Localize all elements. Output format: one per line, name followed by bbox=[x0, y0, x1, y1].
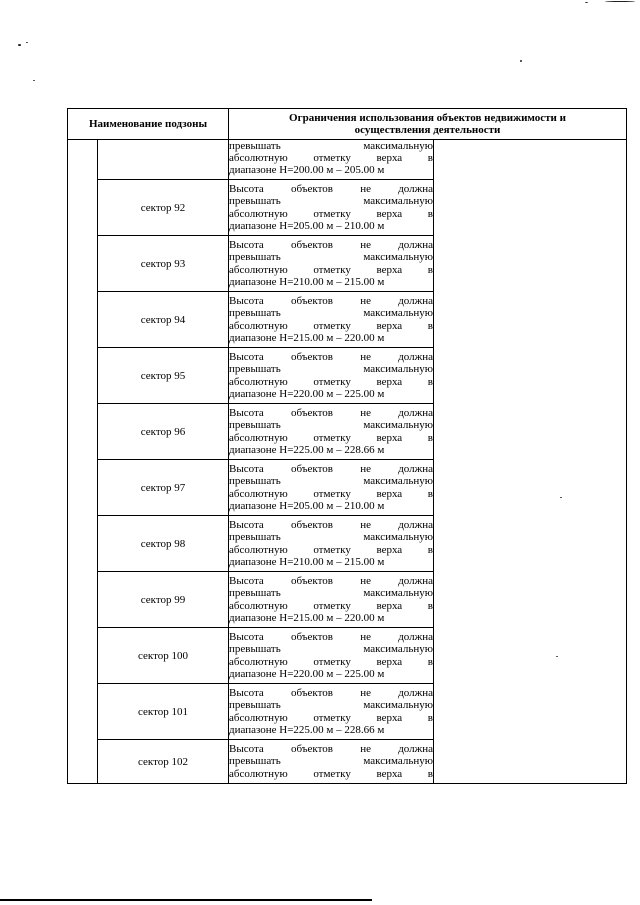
text-line bbox=[229, 475, 433, 487]
word: Высота bbox=[229, 743, 264, 756]
restriction-text-cell bbox=[229, 236, 434, 292]
word: превышать bbox=[229, 699, 281, 712]
word: в bbox=[427, 767, 433, 780]
word: в bbox=[427, 711, 433, 724]
scan-speck bbox=[605, 1, 635, 2]
word: в bbox=[427, 319, 433, 332]
word: верха bbox=[376, 375, 403, 388]
word: отметку bbox=[313, 431, 351, 444]
word: отметку bbox=[313, 543, 351, 556]
word: в bbox=[427, 543, 433, 556]
word: должна bbox=[398, 295, 433, 308]
word: верха bbox=[376, 207, 403, 220]
word: верха bbox=[376, 543, 403, 556]
scan-edge-line bbox=[0, 899, 372, 901]
text-line bbox=[229, 575, 433, 587]
word: максимальную bbox=[363, 140, 433, 152]
text-line bbox=[229, 687, 433, 699]
header-restrictions bbox=[229, 109, 627, 140]
range-line: диапазоне H=215.00 м – 220.00 м bbox=[229, 611, 385, 624]
word: верха bbox=[376, 319, 403, 332]
word: верха bbox=[376, 711, 403, 724]
sector-name-cell: сектор 99 bbox=[98, 572, 229, 628]
text-line bbox=[229, 432, 433, 444]
sector-name-cell: сектор 100 bbox=[98, 628, 229, 684]
word: верха bbox=[376, 487, 403, 500]
restriction-text-cell bbox=[229, 740, 434, 784]
word: должна bbox=[398, 239, 433, 252]
text-line bbox=[229, 544, 433, 556]
text-line bbox=[229, 183, 433, 195]
text-line bbox=[229, 743, 433, 755]
word: отметку bbox=[313, 487, 351, 500]
restriction-text-cell bbox=[229, 348, 434, 404]
text-line bbox=[229, 699, 433, 711]
text-line bbox=[229, 376, 433, 388]
header-restrictions-line2: осуществления деятельности bbox=[354, 124, 501, 136]
word: объектов bbox=[291, 351, 333, 364]
word: Высота bbox=[229, 575, 264, 588]
text-line bbox=[229, 195, 433, 207]
restriction-text-cell bbox=[229, 516, 434, 572]
word: объектов bbox=[291, 743, 333, 756]
word: отметку bbox=[313, 375, 351, 388]
word: в bbox=[427, 599, 433, 612]
word: Высота bbox=[229, 351, 264, 364]
text-line bbox=[229, 600, 433, 612]
word: Высота bbox=[229, 631, 264, 644]
word: должна bbox=[398, 183, 433, 196]
word: не bbox=[360, 407, 371, 420]
range-line: диапазоне H=210.00 м – 215.00 м bbox=[229, 275, 385, 288]
header-restrictions-line1: Ограничения использования объектов недвижимости и bbox=[289, 111, 566, 124]
word: не bbox=[360, 687, 371, 700]
text-line bbox=[229, 643, 433, 655]
word: превышать bbox=[229, 363, 281, 376]
word: не bbox=[360, 631, 371, 644]
text-line bbox=[229, 140, 433, 152]
word: абсолютную bbox=[229, 543, 288, 556]
word: максимальную bbox=[363, 307, 433, 320]
left-merged-cell bbox=[68, 140, 98, 784]
word: отметку bbox=[313, 599, 351, 612]
text-line bbox=[229, 463, 433, 475]
word: верха bbox=[376, 431, 403, 444]
word: максимальную bbox=[363, 251, 433, 264]
word: Высота bbox=[229, 519, 264, 532]
word: Высота bbox=[229, 687, 264, 700]
range-line: диапазоне H=225.00 м – 228.66 м bbox=[229, 723, 385, 736]
word: должна bbox=[398, 743, 433, 756]
word: не bbox=[360, 575, 371, 588]
word: отметку bbox=[313, 767, 351, 780]
word: превышать bbox=[229, 195, 281, 208]
text-line bbox=[229, 320, 433, 332]
restriction-text-cell bbox=[229, 180, 434, 236]
word: отметку bbox=[313, 655, 351, 668]
sector-name-cell: сектор 102 bbox=[98, 740, 229, 784]
word: абсолютную bbox=[229, 375, 288, 388]
restriction-text-cell bbox=[229, 628, 434, 684]
range-line: диапазоне H=200.00 м – 205.00 м bbox=[229, 164, 385, 177]
word: максимальную bbox=[363, 363, 433, 376]
word: превышать bbox=[229, 140, 281, 152]
word: абсолютную bbox=[229, 152, 288, 165]
word: в bbox=[427, 431, 433, 444]
range-line: диапазоне H=215.00 м – 220.00 м bbox=[229, 331, 385, 344]
text-line bbox=[229, 152, 433, 164]
text-line bbox=[229, 519, 433, 531]
word: превышать bbox=[229, 307, 281, 320]
table-row-continued bbox=[68, 140, 627, 180]
text-line bbox=[229, 531, 433, 543]
text-line bbox=[229, 295, 433, 307]
word: верха bbox=[376, 599, 403, 612]
sector-name-cell: сектор 92 bbox=[98, 180, 229, 236]
word: абсолютную bbox=[229, 487, 288, 500]
word: должна bbox=[398, 407, 433, 420]
word: максимальную bbox=[363, 475, 433, 488]
range-line: диапазоне H=220.00 м – 225.00 м bbox=[229, 667, 385, 680]
word: в bbox=[427, 375, 433, 388]
word: должна bbox=[398, 631, 433, 644]
sector-name-cell: сектор 98 bbox=[98, 516, 229, 572]
word: верха bbox=[376, 655, 403, 668]
word: абсолютную bbox=[229, 207, 288, 220]
word: в bbox=[427, 487, 433, 500]
word: максимальную bbox=[363, 587, 433, 600]
text-line bbox=[229, 488, 433, 500]
word: Высота bbox=[229, 239, 264, 252]
word: абсолютную bbox=[229, 711, 288, 724]
scan-speck bbox=[18, 44, 21, 46]
text-line bbox=[229, 419, 433, 431]
word: не bbox=[360, 743, 371, 756]
word: превышать bbox=[229, 755, 281, 768]
scan-speck bbox=[26, 42, 28, 43]
text-line bbox=[229, 351, 433, 363]
word: объектов bbox=[291, 295, 333, 308]
range-line: диапазоне H=220.00 м – 225.00 м bbox=[229, 387, 385, 400]
word: верха bbox=[376, 767, 403, 780]
word: Высота bbox=[229, 295, 264, 308]
text-line bbox=[229, 239, 433, 251]
word: должна bbox=[398, 351, 433, 364]
word: в bbox=[427, 655, 433, 668]
word: верха bbox=[376, 152, 403, 165]
word: Высота bbox=[229, 463, 264, 476]
text-line bbox=[229, 307, 433, 319]
word: отметку bbox=[313, 263, 351, 276]
word: абсолютную bbox=[229, 767, 288, 780]
word: отметку bbox=[313, 152, 351, 165]
text-line bbox=[229, 208, 433, 220]
sector-name-cell: сектор 101 bbox=[98, 684, 229, 740]
text-line bbox=[229, 251, 433, 263]
restriction-text-cell bbox=[229, 684, 434, 740]
scan-speck bbox=[33, 80, 35, 81]
word: объектов bbox=[291, 519, 333, 532]
word: объектов bbox=[291, 183, 333, 196]
word: отметку bbox=[313, 207, 351, 220]
scan-speck bbox=[520, 60, 522, 62]
sector-name-cell: сектор 93 bbox=[98, 236, 229, 292]
word: должна bbox=[398, 519, 433, 532]
word: превышать bbox=[229, 475, 281, 488]
word: абсолютную bbox=[229, 655, 288, 668]
word: Высота bbox=[229, 183, 264, 196]
word: не bbox=[360, 519, 371, 532]
word: должна bbox=[398, 463, 433, 476]
sector-name-cell: сектор 97 bbox=[98, 460, 229, 516]
word: максимальную bbox=[363, 419, 433, 432]
restriction-text-cell bbox=[229, 404, 434, 460]
word: максимальную bbox=[363, 699, 433, 712]
word: абсолютную bbox=[229, 599, 288, 612]
word: объектов bbox=[291, 463, 333, 476]
restriction-text-cell bbox=[229, 292, 434, 348]
word: должна bbox=[398, 687, 433, 700]
scan-speck bbox=[585, 2, 588, 3]
word: не bbox=[360, 351, 371, 364]
word: превышать bbox=[229, 251, 281, 264]
sector-name-cell bbox=[98, 140, 229, 180]
text-line bbox=[229, 656, 433, 668]
word: не bbox=[360, 463, 371, 476]
restriction-text-cell bbox=[229, 572, 434, 628]
word: превышать bbox=[229, 419, 281, 432]
sector-name-cell: сектор 95 bbox=[98, 348, 229, 404]
restrictions-table bbox=[67, 108, 627, 784]
word: верха bbox=[376, 263, 403, 276]
range-line: диапазоне H=210.00 м – 215.00 м bbox=[229, 555, 385, 568]
word: превышать bbox=[229, 643, 281, 656]
word: отметку bbox=[313, 319, 351, 332]
word: не bbox=[360, 295, 371, 308]
word: объектов bbox=[291, 687, 333, 700]
text-line bbox=[229, 407, 433, 419]
text-line bbox=[229, 363, 433, 375]
word: объектов bbox=[291, 239, 333, 252]
word: абсолютную bbox=[229, 319, 288, 332]
restriction-text-cell bbox=[229, 460, 434, 516]
word: максимальную bbox=[363, 195, 433, 208]
text-line bbox=[229, 712, 433, 724]
text-line bbox=[229, 264, 433, 276]
word: абсолютную bbox=[229, 263, 288, 276]
restriction-text-cell bbox=[229, 140, 434, 180]
word: объектов bbox=[291, 575, 333, 588]
word: в bbox=[427, 207, 433, 220]
word: объектов bbox=[291, 407, 333, 420]
header-subzone-name: Наименование подзоны bbox=[68, 109, 229, 140]
word: максимальную bbox=[363, 643, 433, 656]
word: объектов bbox=[291, 631, 333, 644]
table-header-row bbox=[68, 109, 627, 140]
word: превышать bbox=[229, 531, 281, 544]
text-line bbox=[229, 631, 433, 643]
word: Высота bbox=[229, 407, 264, 420]
range-line: диапазоне H=205.00 м – 210.00 м bbox=[229, 499, 385, 512]
range-line: диапазоне H=205.00 м – 210.00 м bbox=[229, 219, 385, 232]
word: не bbox=[360, 183, 371, 196]
range-line: диапазоне H=225.00 м – 228.66 м bbox=[229, 443, 385, 456]
sector-name-cell: сектор 96 bbox=[98, 404, 229, 460]
text-line bbox=[229, 587, 433, 599]
sector-name-cell: сектор 94 bbox=[98, 292, 229, 348]
word: превышать bbox=[229, 587, 281, 600]
word: должна bbox=[398, 575, 433, 588]
word: абсолютную bbox=[229, 431, 288, 444]
text-line bbox=[229, 755, 433, 767]
word: отметку bbox=[313, 711, 351, 724]
text-line bbox=[229, 768, 433, 780]
word: в bbox=[427, 152, 433, 165]
word: не bbox=[360, 239, 371, 252]
right-merged-cell bbox=[434, 140, 627, 784]
word: максимальную bbox=[363, 531, 433, 544]
word: в bbox=[427, 263, 433, 276]
word: максимальную bbox=[363, 755, 433, 768]
